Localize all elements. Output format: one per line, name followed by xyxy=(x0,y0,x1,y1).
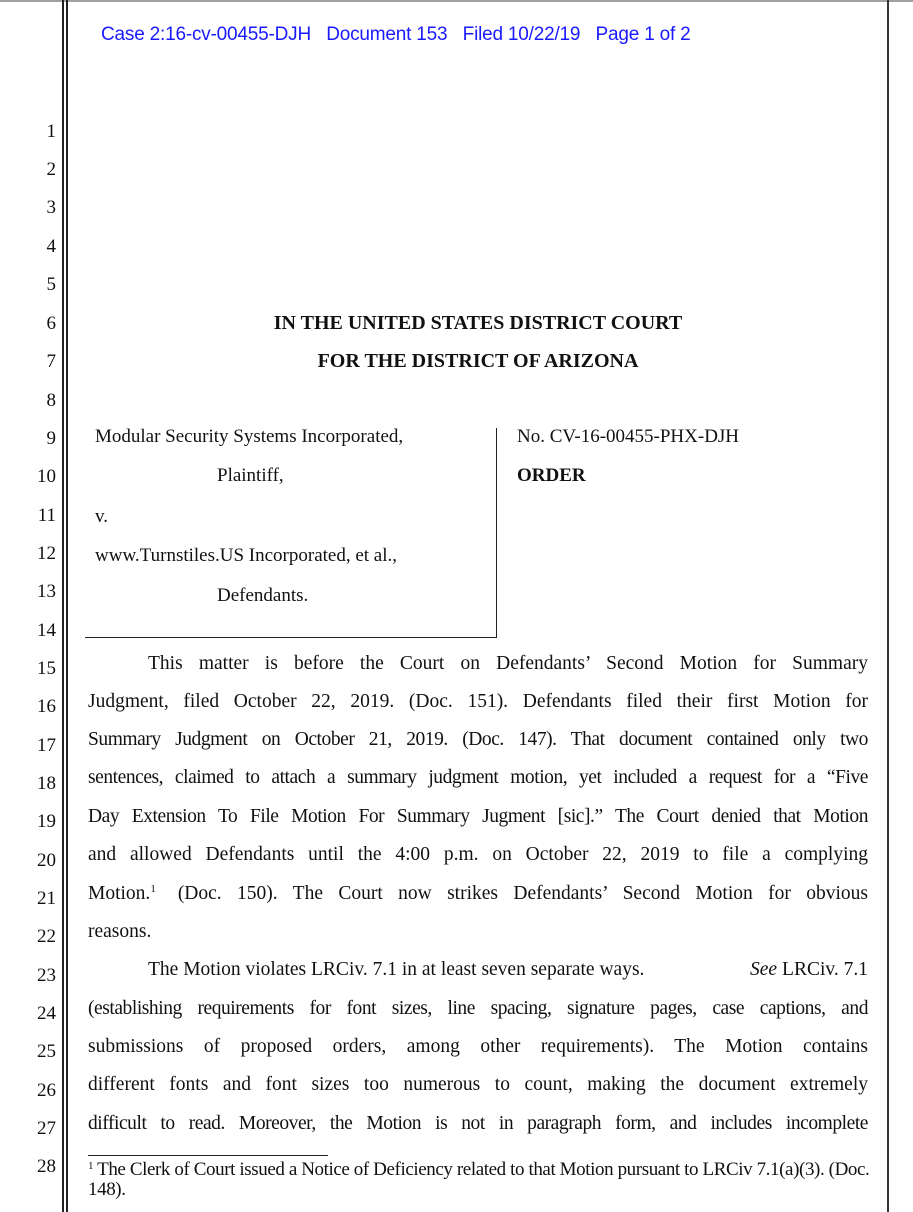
body-fragment: (Doc. 150). The Court now strikes Defendants’ Second Motion for obvious xyxy=(177,883,868,904)
case-number-stamp: Case 2:16-cv-00455-DJH xyxy=(101,24,311,45)
court-title-line-2: FOR THE DISTRICT OF ARIZONA xyxy=(317,350,639,372)
line-number: 17 xyxy=(37,735,56,756)
page-top-edge xyxy=(0,0,913,2)
body-line: reasons. xyxy=(88,921,152,942)
line-number: 25 xyxy=(37,1041,56,1062)
line-number: 26 xyxy=(37,1080,56,1101)
line-number: 19 xyxy=(37,811,56,832)
plaintiff-name: Modular Security Systems Incorporated, xyxy=(95,426,404,447)
caption-divider-vertical xyxy=(496,428,497,638)
line-number: 3 xyxy=(46,197,56,218)
body-line: (establishing requirements for font sizes, line spacing, signature pages, case captions, and xyxy=(88,998,868,1019)
document-title: ORDER xyxy=(517,465,586,486)
body-line xyxy=(148,959,868,981)
line-number: 4 xyxy=(46,236,56,257)
ecf-header-stamp xyxy=(101,24,691,46)
defendant-name: www.Turnstiles.US Incorporated, et al., xyxy=(95,545,398,566)
footnote-reference[interactable]: 1 xyxy=(150,883,156,895)
body-line: Day Extension To File Motion For Summary Jugment [sic].” The Court denied that Motion xyxy=(88,806,868,827)
versus: v. xyxy=(95,506,109,527)
line-number: 11 xyxy=(37,505,56,526)
line-number: 22 xyxy=(37,926,56,947)
body-fragment: Motion. xyxy=(88,883,151,904)
body-line: Summary Judgment on October 21, 2019. (Doc. 147). That document contained only two xyxy=(88,729,868,750)
body-line: This matter is before the Court on Defendants’ Second Motion for Summary xyxy=(148,653,868,674)
line-number: 14 xyxy=(37,620,56,641)
line-number: 16 xyxy=(37,696,56,717)
line-number: 13 xyxy=(37,581,56,602)
body-line: different fonts and font sizes too numerous to count, making the document extremely xyxy=(88,1074,868,1095)
line-number: 1 xyxy=(46,121,56,142)
body-line: submissions of proposed orders, among other requirements). The Motion contains xyxy=(88,1036,868,1057)
line-number: 15 xyxy=(37,658,56,679)
left-margin-rule-inner xyxy=(66,0,68,1212)
caption-divider-horizontal xyxy=(85,637,497,638)
footnote-text: The Clerk of Court issued a Notice of Deficiency related to that Motion pursuant to LRCiv 7.1(a)(3). (Doc. 148). xyxy=(88,1159,870,1200)
line-number: 27 xyxy=(37,1118,56,1139)
body-line: Judgment, filed October 22, 2019. (Doc. 151). Defendants filed their first Motion for xyxy=(88,691,868,712)
line-number: 10 xyxy=(37,466,56,487)
plaintiff-role: Plaintiff, xyxy=(217,465,284,486)
citation-signal: See xyxy=(749,959,778,980)
line-number: 2 xyxy=(46,159,56,180)
body-line xyxy=(88,883,868,905)
body-fragment: The Motion violates LRCiv. 7.1 in at least seven separate ways. xyxy=(148,959,645,980)
line-number: 28 xyxy=(37,1156,56,1177)
line-number: 6 xyxy=(46,313,56,334)
body-line: difficult to read. Moreover, the Motion is not in paragraph form, and includes incomplete xyxy=(88,1113,868,1134)
line-number: 12 xyxy=(37,543,56,564)
citation: LRCiv. 7.1 xyxy=(782,959,868,980)
body-line: and allowed Defendants until the 4:00 p.m. on October 22, 2019 to file a complying xyxy=(88,844,868,865)
left-margin-rule xyxy=(62,0,64,1212)
footnote-marker: 1 xyxy=(88,1160,94,1172)
footnote xyxy=(88,1160,878,1200)
line-number: 9 xyxy=(46,428,56,449)
right-margin-rule xyxy=(887,0,889,1212)
filed-date-stamp: Filed 10/22/19 xyxy=(462,24,581,45)
line-number: 21 xyxy=(37,888,56,909)
line-number: 18 xyxy=(37,773,56,794)
document-number-stamp: Document 153 xyxy=(326,24,448,45)
line-number: 20 xyxy=(37,850,56,871)
page-count-stamp: Page 1 of 2 xyxy=(595,24,691,45)
case-number: No. CV-16-00455-PHX-DJH xyxy=(517,426,740,447)
court-title-line-1: IN THE UNITED STATES DISTRICT COURT xyxy=(273,312,683,334)
line-number: 23 xyxy=(37,965,56,986)
body-line: sentences, claimed to attach a summary judgment motion, yet included a request for a “Five xyxy=(88,767,868,788)
line-number: 7 xyxy=(46,351,56,372)
line-number: 24 xyxy=(37,1003,56,1024)
line-number: 5 xyxy=(46,274,56,295)
defendant-role: Defendants. xyxy=(217,585,309,606)
line-number: 8 xyxy=(46,390,56,411)
footnote-separator xyxy=(88,1155,328,1156)
